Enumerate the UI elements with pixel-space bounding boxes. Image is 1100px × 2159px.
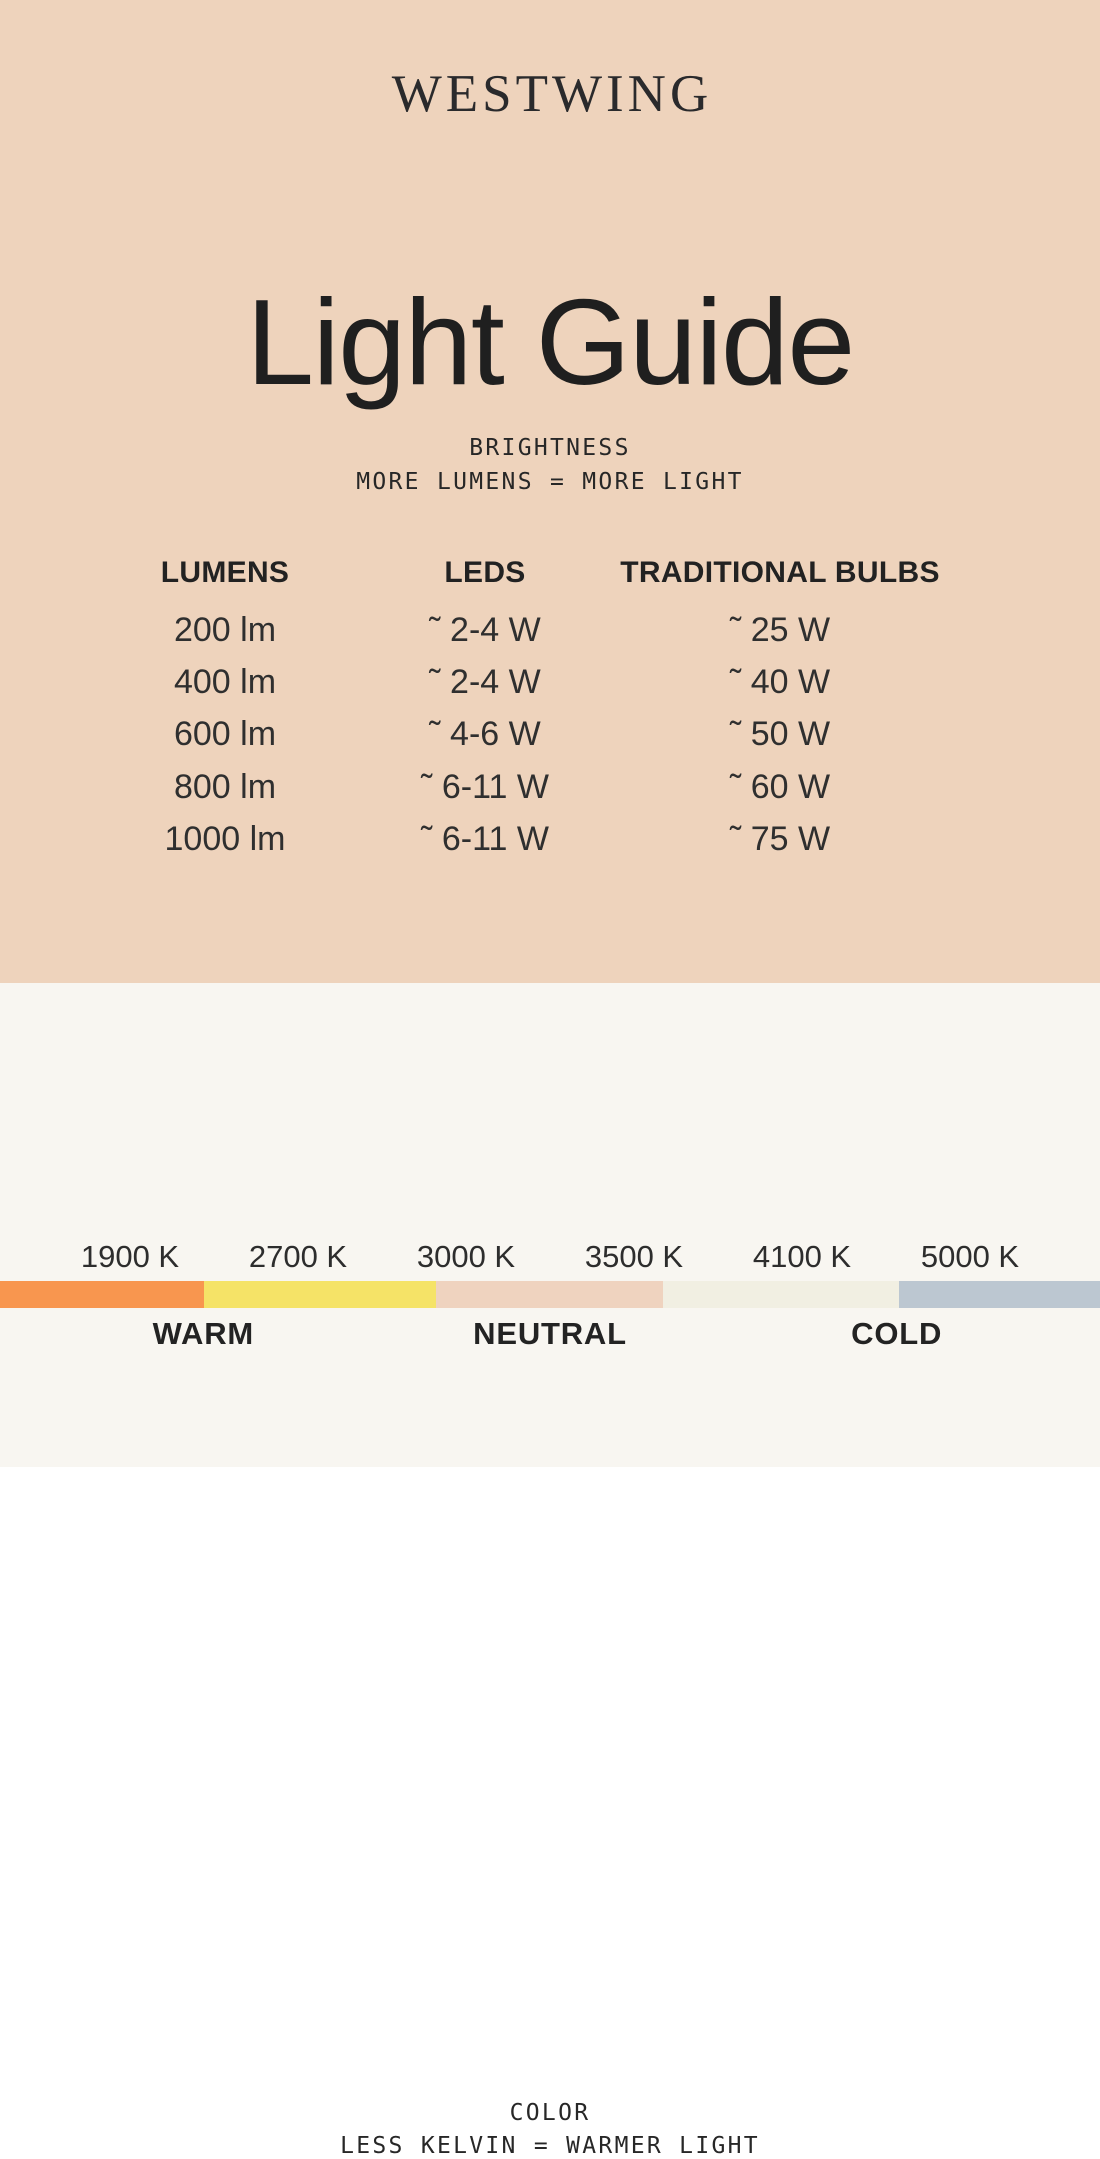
table-row: [100, 761, 940, 813]
kelvin-label: 1900 K: [80, 1239, 180, 1274]
brightness-subheading: MORE LUMENS = MORE LIGHT: [356, 469, 744, 495]
lumens-value: 800 lm: [173, 767, 277, 806]
lumens-value: 600 lm: [173, 715, 277, 754]
temperature-label-neutral: NEUTRAL: [473, 1316, 627, 1351]
leds-watt-value: ˜ 6-11 W: [421, 820, 549, 859]
brightness-heading: BRIGHTNESS: [469, 435, 631, 461]
table-row: [100, 709, 940, 761]
kelvin-label: 3000 K: [416, 1239, 516, 1274]
kelvin-label: 5000 K: [920, 1239, 1020, 1274]
column-header-traditional-bulbs: TRADITIONAL BULBS: [620, 556, 940, 589]
kelvin-scale-labels: [0, 1239, 1100, 1275]
lumens-value: 200 lm: [173, 610, 277, 649]
kelvin-label: 3500 K: [584, 1239, 684, 1274]
color-temperature-section: [0, 983, 1100, 2159]
table-header-row: [100, 552, 940, 594]
leds-watt-value: ˜ 2-4 W: [429, 610, 541, 649]
table-body: [100, 604, 940, 866]
westwing-logo: WESTWING: [391, 65, 713, 123]
column-header-lumens: LUMENS: [160, 556, 290, 589]
kelvin-label: 2700 K: [248, 1239, 348, 1274]
leds-watt-value: ˜ 4-6 W: [429, 715, 541, 754]
temperature-label-warm: WARM: [152, 1316, 255, 1351]
bulbs-watt-value: ˜ 60 W: [729, 767, 831, 806]
column-header-leds: LEDS: [444, 556, 526, 589]
brightness-table: [100, 552, 940, 866]
brightness-section: [0, 0, 1100, 983]
bulbs-watt-value: ˜ 25 W: [729, 610, 831, 649]
table-row: [100, 656, 940, 708]
temperature-gradient-bar: [0, 1281, 1100, 1308]
gradient-segment-cold-blue: [899, 1281, 1100, 1308]
table-row: [100, 604, 940, 656]
gradient-segment-neutral-cream: [663, 1281, 898, 1308]
kelvin-label: 4100 K: [752, 1239, 852, 1274]
leds-watt-value: ˜ 6-11 W: [421, 767, 549, 806]
gradient-segment-neutral-peach: [436, 1281, 664, 1308]
gradient-segment-warm-yellow: [204, 1281, 436, 1308]
color-heading: COLOR: [509, 2100, 591, 2126]
temperature-labels: [30, 1316, 1070, 1352]
color-subheading: LESS KELVIN = WARMER LIGHT: [340, 2133, 760, 2159]
temperature-label-cold: COLD: [851, 1316, 943, 1351]
bulbs-watt-value: ˜ 50 W: [729, 715, 831, 754]
gradient-segment-warm-orange: [0, 1281, 204, 1308]
page-title: Light Guide: [246, 273, 854, 410]
leds-watt-value: ˜ 2-4 W: [429, 663, 541, 702]
bulbs-watt-value: ˜ 40 W: [729, 663, 831, 702]
lumens-value: 400 lm: [173, 663, 277, 702]
lumens-value: 1000 lm: [164, 820, 286, 859]
table-row: [100, 814, 940, 866]
bulbs-watt-value: ˜ 75 W: [729, 820, 831, 859]
